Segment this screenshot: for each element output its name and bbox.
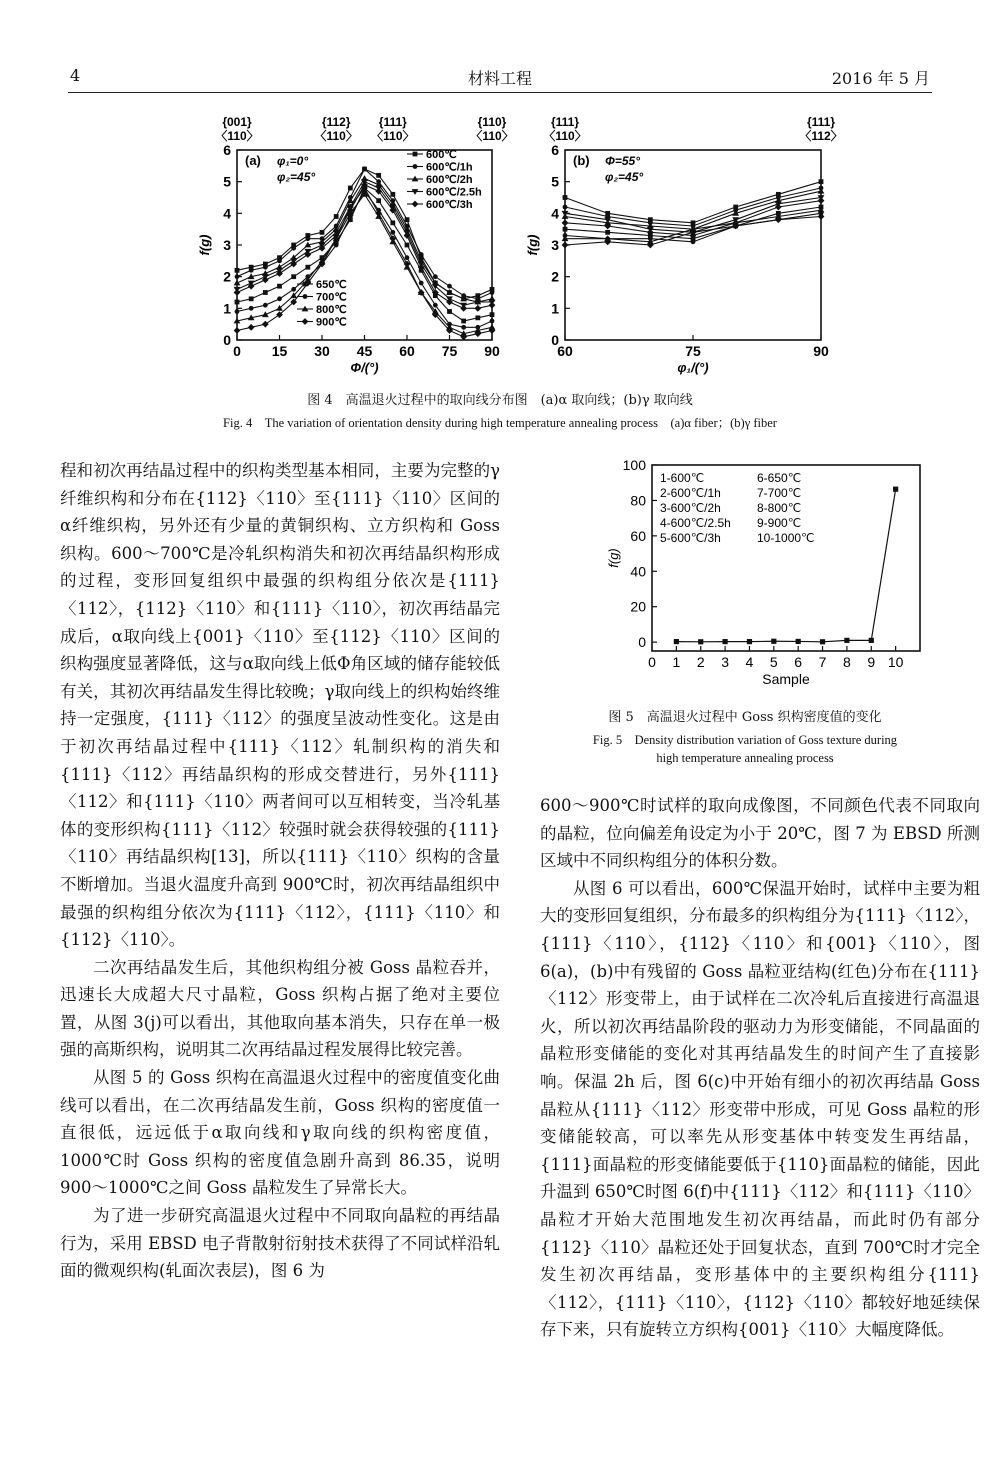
data-point [489, 302, 496, 309]
paragraph: 为了进一步研究高温退火过程中不同取向晶粒的再结晶行为，采用 EBSD 电子背散射衍射技术获得了不同试样沿轧面的微观织构(轧面次表层)，图 6 为 [60, 1206, 500, 1281]
top-orientation-label: 〈110〉 [371, 129, 415, 143]
y-tick-label: 6 [551, 142, 559, 158]
data-point [291, 287, 296, 292]
data-point [844, 638, 849, 643]
y-tick-label: 0 [223, 332, 231, 348]
figure-4a [195, 108, 515, 380]
y-tick-label: 2 [223, 268, 231, 285]
y-tick-label: 20 [630, 598, 646, 615]
issue-date: 2016 年 5 月 [831, 69, 930, 88]
panel-label: (a) [245, 153, 261, 168]
legend-label: 4-600℃/2.5h [660, 516, 731, 530]
data-point [562, 242, 569, 249]
data-point [390, 230, 395, 235]
condition-annotation: φ₁=0° [277, 154, 309, 168]
data-point [262, 321, 269, 328]
x-tick-label: 2 [696, 654, 705, 670]
x-tick-label: 7 [818, 654, 827, 670]
y-tick-label: 1 [551, 300, 559, 317]
data-point [405, 217, 410, 222]
y-tick-label: 1 [223, 300, 231, 317]
data-point [304, 251, 311, 258]
x-tick-label: 0 [233, 343, 241, 359]
plot-frame [565, 150, 821, 340]
data-point [447, 284, 452, 289]
x-tick-label: 75 [685, 343, 701, 359]
x-tick-label: 10 [887, 654, 904, 670]
data-point [290, 261, 297, 268]
y-tick-label: 0 [551, 332, 559, 348]
x-tick-label: 9 [867, 654, 876, 670]
data-point [605, 230, 610, 235]
y-tick-label: 40 [630, 563, 646, 580]
top-orientation-label: {111} [378, 115, 407, 129]
x-tick-label: 90 [484, 343, 500, 359]
data-point [334, 214, 339, 219]
data-point [248, 324, 255, 331]
data-point [820, 639, 825, 644]
data-point [235, 268, 240, 273]
data-point [303, 282, 308, 287]
goss-density-chart [600, 455, 930, 695]
panel-label: (b) [573, 153, 590, 168]
data-point [277, 284, 282, 289]
legend-label: 900℃ [316, 316, 347, 329]
x-tick-label: 5 [769, 654, 778, 670]
data-point [461, 325, 466, 330]
legend-label: 600℃/3h [426, 199, 473, 211]
data-point [376, 173, 381, 178]
x-tick-label: 30 [314, 343, 330, 359]
data-point [234, 289, 241, 296]
page-number: 4 [70, 66, 81, 85]
x-tick-label: 60 [557, 343, 573, 359]
figure-5 [600, 455, 930, 695]
y-tick-label: 5 [551, 173, 559, 190]
data-point [263, 303, 268, 308]
paragraph: 从图 5 的 Goss 织构在高温退火过程中的密度值变化曲线可以看出，在二次再结晶发生前，Goss 织构的密度值一直很低，远远低于α取向线和γ取向线的织构密度值，1000℃时 Goss 织构的密度值急剧升高到 86.35，说明 900～1000℃之间 Goss 晶粒发生了异常长大。 [60, 1068, 500, 1198]
top-orientation-label: 〈110〉 [543, 129, 587, 143]
legend-label: 3-600℃/2h [660, 501, 721, 515]
top-orientation-label: 〈110〉 [314, 129, 358, 143]
y-tick-label: 80 [630, 492, 646, 509]
data-point [562, 219, 569, 226]
data-point [433, 303, 438, 308]
data-point [563, 227, 568, 232]
data-point [698, 639, 703, 644]
x-tick-label: 75 [441, 343, 458, 359]
data-point [263, 265, 268, 270]
data-point [722, 639, 727, 644]
legend-label: 5-600℃/3h [660, 531, 721, 545]
y-axis-label: f(g) [525, 234, 540, 256]
data-point [490, 319, 495, 324]
paragraph: 600～900℃时试样的取向成像图，不同颜色代表不同取向的晶粒，位向偏差角设定为小于 20℃，图 7 为 EBSD 所测区域中不同织构组分的体积分数。 [540, 796, 980, 871]
fig5-caption-zh: 图 5 高温退火过程中 Goss 织构密度值的变化 [608, 710, 882, 725]
x-tick-label: 0 [648, 654, 656, 670]
legend-label: 1-600℃ [660, 471, 705, 485]
figure-4b [515, 108, 845, 380]
data-point [291, 274, 296, 279]
y-tick-label: 4 [223, 205, 231, 222]
data-point [419, 281, 424, 286]
y-tick-label: 5 [223, 173, 231, 190]
legend-label: 600℃/1h [426, 161, 473, 174]
data-point [474, 305, 481, 312]
paragraph: 从图 6 可以看出，600℃保温开始时，试样中主要为粗大的变形回复组织，分布最多的织构组分为{111}〈112〉，{111}〈110〉，{112}〈110〉和{001}〈110〉，图 6(a)，(b)中有残留的 Goss 晶粒亚结构(红色)分布在{111}〈112〉形变带上，由于试样在二次冷轧后直接进行高温退火，所以初次再结晶阶段的驱动力为形变储能，不同晶面的晶粒形变储能的变化对其再结晶发生的时间产生了直接影响。保温 2h 后，图 6(c)中开始有细小的初次再结晶 Goss 晶粒从{111}〈112〉形变带中形成，可见 Goss 晶粒的形变储能较高，可以率先从形变基体中转变发生再结晶，{111}面晶粒的形变储能要低于{110}面晶粒的储能，因此升温到 650℃时图 6(f)中{111}〈112〉和{111}〈110〉晶粒才开始大范围地发生初次再结晶，而此时仍有部分{112}〈110〉晶粒还处于回复状态，直到 700℃时才完全发生初次再结晶，变形基体中的主要织构组分{111}〈112〉，{111}〈110〉，{112}〈110〉都较好地延续保存下来，只有旋转立方织构{001}〈110〉大幅度降低。 [540, 878, 980, 1340]
fig4-caption-zh: 图 4 高温退火过程中的取向线分布图 (a)α 取向线；(b)γ 取向线 [307, 393, 693, 408]
data-point [691, 239, 696, 244]
x-tick-label: 4 [745, 654, 754, 670]
data-point [819, 179, 824, 184]
x-tick-label: 60 [399, 343, 415, 359]
data-point [375, 210, 382, 217]
x-tick-label: 90 [813, 343, 829, 359]
data-point [390, 220, 395, 225]
data-point [249, 296, 254, 301]
data-point [235, 309, 240, 314]
data-point [305, 236, 310, 241]
y-tick-label: 4 [551, 205, 559, 222]
top-orientation-label: {001} [222, 115, 252, 129]
data-point [796, 639, 801, 644]
data-point [674, 639, 679, 644]
data-point [376, 198, 381, 203]
condition-annotation: Φ=55° [605, 154, 641, 168]
y-tick-label: 100 [622, 457, 646, 473]
y-tick-label: 2 [551, 268, 559, 285]
x-tick-label: 3 [721, 654, 729, 670]
top-orientation-label: 〈110〉 [470, 129, 514, 143]
data-point [303, 294, 308, 299]
data-point [235, 274, 240, 279]
x-axis-label: Φ/(°) [350, 360, 379, 375]
legend-label: 800℃ [316, 304, 347, 316]
y-tick-label: 3 [223, 237, 231, 253]
x-axis-label: Sample [762, 671, 810, 687]
data-point [893, 487, 898, 492]
data-point [490, 312, 495, 317]
data-point [412, 201, 419, 208]
x-tick-label: 6 [794, 654, 803, 670]
data-point [747, 639, 752, 644]
top-orientation-label: {111} [550, 115, 580, 129]
data-point [249, 306, 254, 311]
x-tick-label: 45 [356, 343, 373, 359]
data-point [348, 186, 353, 191]
data-point [320, 230, 325, 235]
data-point [234, 327, 241, 334]
data-point [563, 205, 568, 210]
data-point [263, 290, 268, 295]
series-line [565, 182, 821, 223]
legend-label: 6-650℃ [757, 471, 802, 485]
data-point [291, 246, 296, 251]
right-column [540, 792, 980, 1344]
legend-label: 650℃ [316, 279, 347, 291]
paragraph: 二次再结晶发生后，其他织构组分被 Goss 晶粒吞并，迅速长大成超大尺寸晶粒，Goss 织构占据了绝对主要位置，从图 3(j)可以看出，其他取向基本消失，只存在单一极强的高斯织构，说明其二次再结晶过程发展得比较完善。 [60, 957, 500, 1060]
series-line [565, 188, 821, 226]
legend-label: 10-1000℃ [757, 531, 815, 545]
data-point [405, 255, 410, 260]
x-tick-label: 15 [271, 343, 288, 359]
data-point [334, 243, 339, 248]
data-point [405, 243, 410, 248]
legend-label: 9-900℃ [757, 516, 802, 530]
data-point [460, 305, 467, 312]
data-point [249, 268, 254, 273]
data-point [277, 258, 282, 263]
x-axis-label: φ₁/(°) [677, 360, 709, 375]
top-orientation-label: 〈110〉 [215, 129, 259, 143]
data-point [869, 638, 874, 643]
condition-annotation: φ₂=45° [277, 170, 316, 184]
legend-label: 2-600℃/1h [660, 486, 721, 500]
top-orientation-label: 〈112〉 [799, 129, 843, 143]
data-point [461, 319, 466, 324]
x-tick-label: 8 [843, 654, 851, 670]
data-point [419, 268, 424, 273]
data-point [302, 318, 309, 325]
y-axis-label: f(g) [606, 548, 621, 568]
data-point [390, 192, 395, 197]
top-orientation-label: {110} [477, 115, 507, 129]
legend-label: 700℃ [316, 291, 347, 304]
data-point [475, 315, 480, 320]
x-tick-label: 1 [672, 654, 681, 670]
data-point [277, 296, 282, 301]
data-point [563, 195, 568, 200]
fig4-caption-en: Fig. 4 The variation of orientation density during high temperature annealing process (a)α fiber；(b)γ fiber [223, 416, 777, 430]
data-point [235, 300, 240, 305]
y-axis-label: f(g) [197, 234, 212, 256]
data-point [413, 152, 418, 157]
legend-label: 600℃/2h [426, 174, 473, 186]
top-orientation-label: {111} [806, 115, 836, 129]
header-rule [68, 92, 932, 93]
left-column [60, 457, 500, 1285]
fig5-caption-en-line2: high temperature annealing process [656, 751, 834, 765]
data-point [413, 164, 418, 169]
y-tick-label: 0 [638, 634, 646, 651]
condition-annotation: φ₂=45° [605, 170, 644, 184]
alpha-fiber-chart [195, 108, 515, 380]
top-orientation-label: {112} [321, 115, 351, 129]
legend-label: 7-700℃ [757, 486, 802, 500]
legend-label: 600℃ [426, 149, 457, 161]
data-point [433, 274, 438, 279]
journal-name: 材料工程 [467, 69, 532, 88]
data-point [305, 265, 310, 270]
y-tick-label: 60 [630, 527, 646, 544]
data-point [771, 639, 776, 644]
y-tick-label: 6 [223, 142, 231, 158]
data-point [433, 293, 438, 298]
legend-label: 600℃/2.5h [426, 186, 482, 199]
series-line [237, 194, 492, 333]
data-point [490, 290, 495, 295]
data-point [447, 309, 452, 314]
y-tick-label: 3 [551, 237, 559, 253]
gamma-fiber-chart [515, 108, 845, 380]
paragraph: 程和初次再结晶过程中的织构类型基本相同，主要为完整的γ纤维织构和分布在{112}〈110〉至{111}〈110〉区间的α纤维织构，另外还有少量的黄铜织构、立方织构和 Goss 织构。600～700℃是冷轧织构消失和初次再结晶织构形成的过程，变形回复组织中最强的织构组分依次是{111}〈112〉，{112}〈110〉和{111}〈110〉，初次再结晶完成后，α取向线上{001}〈110〉至{112}〈110〉区间的织构强度显著降低，这与α取向线上低Φ角区域的储存能较低有关，其初次再结晶发生得比较晚；γ取向线上的织构始终维持一定强度，{111}〈112〉的强度呈波动性变化。这是由于初次再结晶过程中{111}〈112〉轧制织构的消失和{111}〈112〉再结晶织构的形成交替进行，另外{111}〈112〉和{111}〈110〉两者间可以互相转变，当冷轧基体的变形织构{111}〈112〉较强时就会获得较强的{111}〈110〉再结晶织构[13]，所以{111}〈110〉织构的含量不断增加。当退火温度升高到 900℃时，初次再结晶组织中最强的织构组分依次为{111}〈112〉，{111}〈110〉和{112}〈110〉。 [60, 461, 500, 950]
legend-label: 8-800℃ [757, 501, 802, 515]
data-point [362, 167, 367, 172]
fig5-caption-en-line1: Fig. 5 Density distribution variation of Goss texture during [592, 733, 898, 747]
